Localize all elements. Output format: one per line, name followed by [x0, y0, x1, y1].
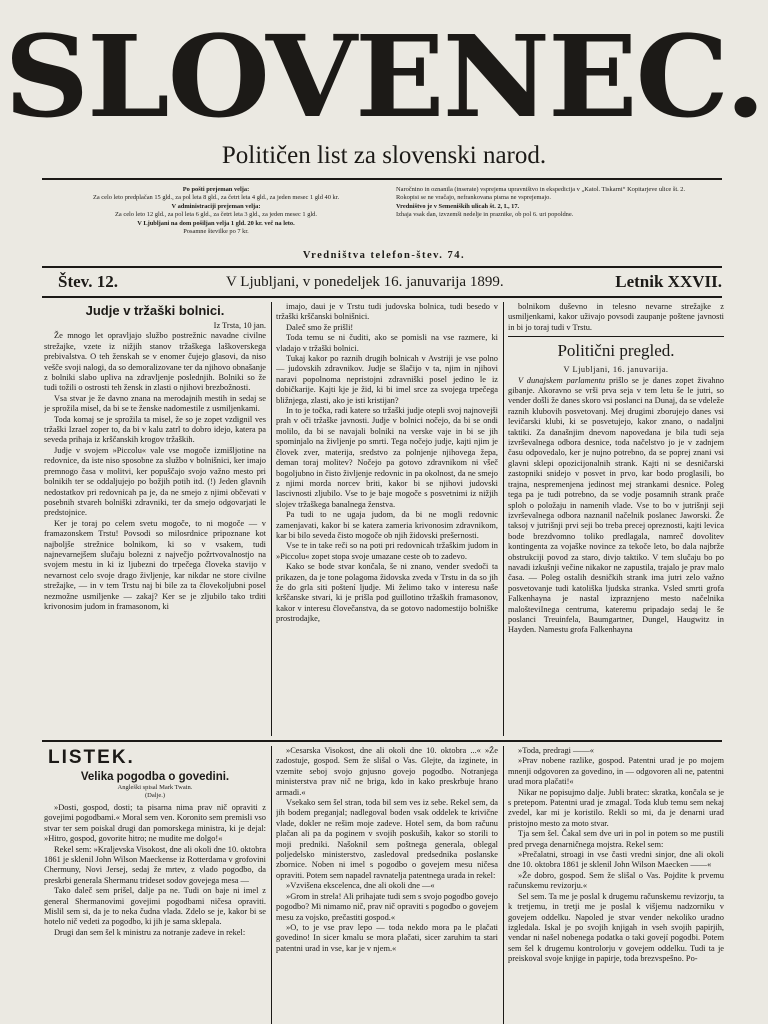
article-paragraph: Toda komaj se je sprožila ta misel, že so je zopet vzdignil ves tržaški Izrael zoper to, da bi v kalu zatrl to dobro idejo, katera pa seveda prihaja iz krščanskih krogov tržaških. — [44, 414, 266, 445]
story-paragraph: »Toda, predragi ——« — [518, 746, 594, 755]
article-paragraph: Vsa stvar je že davno znana na merodajnih mestih in sedaj se je sprožila misel, da bi se te ženske nadomestile z usmiljenkami. — [44, 393, 266, 414]
subscription-line: Za celo leto predplačan 15 gld., za pol leta 8 gld., za četrt leta 4 gld., za jeden mesec 1 gld 40 kr. — [92, 194, 340, 202]
article-paragraph: Kako se bode stvar končala, še ni znano, vender svedoči ta prikazen, da je tone polagoma židovska zveda v Trstu in da so jih že do grla siti poštení ljudje. Mi želimo tako v interesu naše krščanske stvari, ki je prišla pod guillotino tržaških framasonov, kakor v interesu človečanstva, da se gotovo nadomestijo bolniške prostrodajke, — [276, 562, 498, 624]
article-paragraph: In to je točka, radi katere so tržaški judje otepli svoj najnovejši prah v oči tržaške javnosti. Judje v bolnici nočejo, da bi se ondi molilo, da bi se navajali bolniki na verske vaje in bi se jih spominjalo na življenje po smrti. Tega nočejo judje, kajti njim je človek zver, materija, sredstvo za polnjenje njihovega žepa, deman toraj molitev? Nočejo pa gotovo zdravnikom ni všeč bogoljubno in čisto življenje redovnic in pa okolnost, da ne smejo z njimi morda norcev briti, kakor bi se njihovi judovski lascivnosti zljubilo. Vse to je baje mogoče s posvetnimi iz nižjih slojev tržaškega banalnega ženstva. — [276, 406, 498, 509]
publisher-line: Vredništvo je v Semeniških ulicah št. 2, I., 17. — [396, 202, 520, 210]
subscription-info-left — [46, 186, 386, 236]
divider — [42, 178, 722, 180]
story-paragraph: »Že dobro, gospod. Sem že slišal o Vas. Pojdite k prvemu računskemu revizorju.« — [508, 870, 724, 891]
article-paragraph: Judje v svojem »Piccolu« vale vse mogoče izmišljotine na redovnice, da iste niso sposobne za službo v bolnišnici, ker imajo premnogo časa v molitvi, ker popuščajo svojo važno mesto pri bolnikih ter se oddaljujejo po božjih potih itd. (!) Jeden glavnih nedostatkov pri redovnicah pa je, da ne smejo z njimi občevati v posebnih stvareh bolniški zdravniki, ter da smejo odgovarjati le predstojnice. — [44, 445, 266, 518]
article-paragraph: Že mnogo let opravljajo službo postrežnic navadne civilne strežajke, vzete iz nižjih stanov tržaškega laškoverskega prebivalstva. O teh ženskah se v enomer čujejo glasovi, da niso vešče svoji nalogi, da so demoralizovane ter da njihovo obnašanje z bolniki slabo upliva na zdravljenje poslednjih. Bolniki so že tudi tožili o ostrosti teh žensk in zlasti o njihovi brezbožnosti. — [44, 331, 266, 393]
listek-column-2 — [276, 746, 498, 1024]
story-byline: Angleški spisal Mark Twain. — [117, 784, 193, 791]
issue-line — [58, 272, 722, 294]
masthead-subtitle: Političen list za slovenski narod. — [221, 142, 547, 169]
pregled-lead: V dunajskem parlamentu — [518, 375, 606, 385]
story-paragraph: Rekel sem: »Kraljevska Visokost, dne ali okoli dne 10. oktobra 1861 je sklenil John Wilson Maeckense iz Rotterdama v grofovini Chermuny, Novi Jersej, sedaj že mrtev, z vlado pogodbo, da preskrbi generala Shermanu trideset sodov govejega mesa — — [44, 844, 266, 885]
article-column-1 — [44, 302, 266, 736]
story-paragraph: »Dosti, gospod, dosti; ta pisarna nima prav nič opraviti z govejimi pogodbami.« Moral sem ven. Koronito sem premisli vso stvar ter sem poiskal drugi dan pomorskega ministra, ki je dejal: »Hitro, gospod, govorite hitro; ne mudite me dolgo!« — [44, 803, 266, 844]
listek-column-1 — [44, 746, 266, 1024]
column-divider — [271, 746, 272, 1024]
telephone-note: Vredništva telefon-štev. 74. — [302, 250, 466, 261]
divider — [42, 740, 722, 742]
divider — [508, 336, 724, 337]
subscription-line: Za celo leto 12 gld., za pol leta 6 gld., za četrt leta 3 gld., za jeden mesec 1 gld. — [115, 211, 317, 219]
story-paragraph: »Grom in strela! Ali prihajate tudi sem s svojo pogodbo govejo pogodbo? Mi nimamo nič, prav nič opraviti s pogodbo o govejem mesu za vojsko, prečastiti gospod.« — [276, 891, 498, 922]
story-paragraph: »Cesarska Visokost, dne ali okoli dne 10. oktobra ...« »Že zadostuje, gospod. Sem že slišal o Vas. Glejte, da izginete, in vzemite seboj svojo gnjusno govejo pogodbo. Notranjega ministerstva prav nič ne briga, kdo in kako preskrbuje hrano armadi.« — [276, 746, 498, 797]
story-title: Velika pogodba o govedini. — [80, 771, 230, 783]
subscription-line: V Ljubljani na dom pošiljan velja 1 gld. 20 kr. več na leto. — [137, 219, 295, 227]
story-paragraph: Nikar ne popisujmo dalje. Jubli bratec: skratka, končala se je s pretepom. Patentni urad je zmagal. Toda klub temu sem nekaj zvedel, kar mi je koristilo. Rekli so mi, da je denarni urad pristojno mesto za moto stvar. — [508, 787, 724, 828]
story-paragraph: »O, to je vse prav lepo — toda nekdo mora pa le plačati govedino! In sicer kmalu se mora plačati, sicer zaruhim ta stari patentni urad in vse, kar je v njem.« — [276, 922, 498, 953]
story-paragraph: Tako daleč sem prišel, dalje pa ne. Tudi on baje ni imel z general Shermanovimi govejimi pogodbami ničesa opraviti. Mislil sem si, da je to neka čudna vlada. Zdelo se je, kakor bi se hotelo nič vedeti za pogodbo, ki jih je sama sklepala. — [44, 886, 266, 927]
article-paragraph: Ker je toraj po celem svetu mogoče, to ni mogoče — v framazonskem Trstu! Povsodi so milosrdnice pripoznane kot najboljše strežnice bolnikom, ki so v vsakem, tudi najnevarnejšem slučaju bolezni z največjo požrtvovalnostjo na svojem mestu in ki iz ljubezni do trpečega človeka stavijo v nevarnost celo svoje drago življenje, kar nikdar ne store civilne strežajke, — in v tem Trstu naj bi bile za ta človekoljubni posel nezmožne usmiljenke — zakaj? Ker se je zljubilo tako trditi krivonosim judom in framasonom, ki — [44, 518, 266, 611]
article-paragraph: Daleč smo že prišli! — [286, 322, 354, 332]
story-paragraph: Drugi dan sem šel k ministru za notranje zadeve in rekel: — [54, 927, 246, 937]
pregled-text: prišlo se je danes zopet živahno gibanje. Akoravno se vrši prva seja v tem letu še le jutri, so vender došli že danes skoro vsi poslanci na Dunaj, da se vdeleže raznih klubovih posvetovanj. Mej drugimi zborujejo danes vsi levičarski klubi, ki se posvetujejo, kakor znano, o nadaljni taktiki. Za današnjim dnevom napovedana je bila tudi seja izvrševalnega odbora desnice, toda načelstvo jo je v zadnjem času odpovedalo, ker je nujno potrebno, da se poprej znani vsi glavni sklepi opozicijonalnih strank. Kajti ni se desničarski zastopniki snidejo v posvet in prvo, kar bodo proglasili, bo trajna, nespremenjena jedinost mej strankami desnice. Poleg tega pa je tudi potrebno, da se vodje posamnih strank prače sploh o položaju in namenih vlade. Vse to bo v jutrišnji seji izvrševalnega odbora naznanil načelnik poslanec Jaworski. Že taksoj v jutrišnji prvi seji bo treba precej opreznosti, kajti levica bode brezdvomno toliko predlagala, namreč dovolitev kontingenta za vojaške novince za tekoče leto, bo dala najbrže obstrukciji povod za staro, divjo taktiko. V tem slučaju bo po navadi izkušnji večine nikakor ne zapustila, trajalo je prav malo časa. — Poleg ostalih desničkih strank ima jutri zelo važno posvetovanje tudi katoliška ljudska stranka. Vsled smrti grofa Falkenhayna je nastal izpraznjeno mesto načelnika malošteviInega centruma, kateremu pripadajo sedaj le še poslanci Treuinfela, Baumgartner, Dungel, Haugwitz in Hayden. Namestu grofa Falkenhayna — [508, 375, 724, 635]
story-paragraph: Vsekako sem šel stran, toda bil sem ves iz sebe. Rekel sem, da jih bodem preganjal; nadlegoval boden vsak oddelek te krivične vlade, dokler ne rešim moje zadeve. Hotel sem, da bom računu plačan ali pa da poginem v svojih poskuših, kakor so storili to moji predniki. Našoknil sem poštnega generala, oblegal poljedelsko ministerstvo, zasledoval predsednika poslanske zbornice. Noben ni imel s pogodbo o govejem mesu ničesa opraviti. Potem sem napadel ravnatelja patentnega urada in rekel: — [276, 798, 498, 880]
article-paragraph: imajo, daui je v Trstu tudi judovska bolnica, tudi besedo v tržaški krščanski bolnišnici. — [276, 302, 498, 322]
article-paragraph: Vse te in take reči so na poti pri redovnicah tržaškim judom in »Piccolu« zopet stopa svoje umazane ceste ob to zadevo. — [276, 541, 498, 561]
story-paragraph: Sel sem. Ta me je poslal k drugemu računskemu revizorju, ta k tretjemu, in tretji me je poslal k višjemu nadzorniku v govejem oddelku. Napoled je stvar vender nekoliko uradno izgledala. Iskal je po svojih knjigah in vseh svojih papirjih, vendar ni našel nobenega podatka o taki govejí pogodbi. Potem sem šel k drugemu kontrolorju v govejem oddelku. Tudi ta je preiskoval svoje knjige in papirje, toda brezvspešno. Po- — [508, 891, 724, 964]
article-paragraph: Pa tudi to ne ugaja judom, da bi ne mogli redovnic zamenjavati, kakor bi se katera zameria krivonosim zdravnikom, kar bi bilo seveda čisto mogoče ob njih židovski prešernosti. — [276, 510, 498, 540]
divider — [42, 296, 722, 298]
subscription-line: Posamne številke po 7 kr. — [183, 228, 249, 236]
masthead-title: SLOVENEC. — [4, 12, 764, 143]
story-paragraph: »Vzvišena ekscelenca, dne ali okoli dne —« — [286, 881, 435, 891]
article-dateline: Iz Trsta, 10 jan. — [213, 321, 266, 330]
publisher-line: Rokopisi se ne vračajo, nefrankovana pisma ne vsprejemajo. — [396, 194, 551, 202]
subscription-heading: V administraciji prejeman velja: — [171, 202, 261, 210]
listek-column-3 — [508, 746, 724, 1024]
article-paragraph: Toda temu se ni čuditi, ako se pomisli na vse razmere, ki vladajo v tržaški bolnici. — [276, 333, 498, 353]
issue-volume: Letnik XXVII. — [615, 272, 722, 291]
story-part: (Dalje.) — [144, 792, 166, 799]
column-divider — [271, 302, 272, 736]
article-column-3 — [508, 302, 724, 736]
article-paragraph: Tukaj kakor po raznih drugih bolnicah v Avstriji je vse polno — judovskih zdravnikov. Judje se šlačijo v ta, njim in njihovi naravi popolnoma nepristojni zdravniški posel jedino le iz dobičkarije. Kajti kje je žid, ki bi imel srce za svojega trpečega bližnjega, zlasti, ako je isti kristijan? — [276, 354, 498, 405]
article-paragraph: bolnikom duševno in telesno nevarne strežajke z usmiljenkami, kakor uživajo povsodi zaupanje poštene javnosti in bi jo toraj tudi v Trstu. — [508, 302, 724, 332]
story-paragraph: »Prečalatni, stroagi in vse časti vredni sinjor, dne ali okoli dne 10. oktobra 1861 je sklenil John Wilson Maecken ——« — [508, 850, 724, 870]
column-divider — [503, 302, 504, 736]
publisher-line: Izhaja vsak dan, izvzemši nedelje in praznike, ob pol 6. uri popoldne. — [396, 211, 574, 219]
issue-number: Štev. 12. — [58, 272, 118, 291]
article-column-2 — [276, 302, 498, 736]
story-paragraph: Tja sem šel. Čakal sem dve uri in pol in potem so me pustili pred prvega denarničnega mojstra. Rekel sem: — [508, 829, 724, 849]
pregled-title: Politični pregled. — [557, 341, 675, 361]
column-divider — [503, 746, 504, 1024]
subscription-info-right — [396, 186, 722, 220]
article-title: Judje v tržaški bolnici. — [85, 303, 225, 318]
issue-dateline: V Ljubljani, v ponedeljek 16. januvarija 1899. — [226, 274, 504, 290]
story-paragraph: »Prav nobene razlike, gospod. Patentni urad je po mojem mnenji odgovoren za govedino, in — odgovoren ali ne, patentni urad mora plačati!« — [508, 756, 724, 787]
listek-heading: LISTEK. — [48, 747, 135, 768]
divider — [42, 266, 722, 268]
subscription-heading: Po pošti prejeman velja: — [182, 186, 250, 193]
pregled-dateline: V Ljubljani, 16. januvarija. — [563, 365, 669, 375]
publisher-line: Naročnino in oznanila (inserate) vsprejema upravništvo in ekspedicija v „Katol. Tiskarni“ Kopitarjeve ulice št. 2. — [396, 186, 686, 193]
